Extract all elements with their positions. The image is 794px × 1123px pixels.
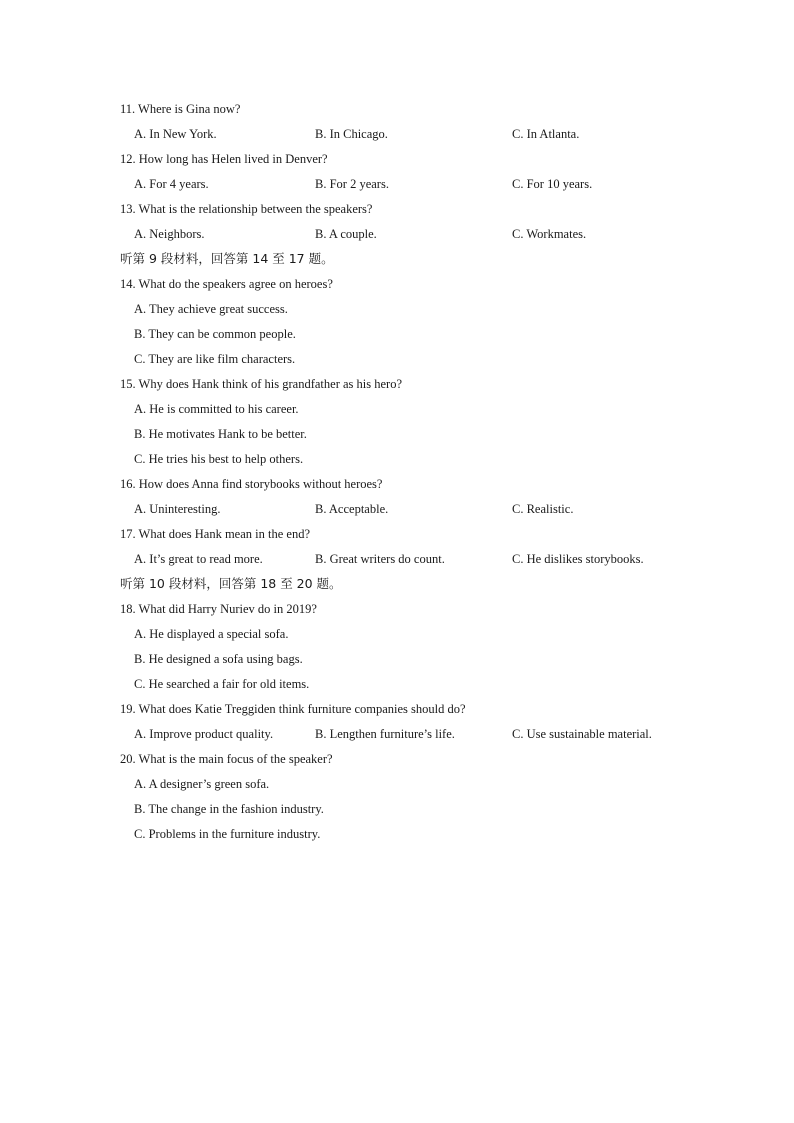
question-text: 13. What is the relationship between the speakers? [120,202,373,216]
option-a: A. He displayed a special sofa. [134,627,289,641]
options-row [0,126,794,151]
option-c: C. Use sustainable material. [512,727,652,741]
option-a: A. They achieve great success. [134,302,288,316]
options-row [0,726,794,751]
option-b: B. He designed a sofa using bags. [134,652,303,666]
question-text: 17. What does Hank mean in the end? [120,527,310,541]
option-row [0,401,794,426]
option-row [0,826,794,851]
option-c: C. He dislikes storybooks. [512,552,644,566]
section-heading-10 [0,576,794,601]
option-row [0,776,794,801]
option-row [0,451,794,476]
question-16 [0,476,794,501]
option-row [0,801,794,826]
question-13 [0,201,794,226]
section-heading-9 [0,251,794,276]
question-text: 14. What do the speakers agree on heroes? [120,277,333,291]
question-19 [0,701,794,726]
option-c: C. In Atlanta. [512,127,580,141]
option-b: B. Acceptable. [315,502,389,516]
question-text: 11. Where is Gina now? [120,102,241,116]
option-a: A. In New York. [134,127,217,141]
option-row [0,326,794,351]
options-row [0,501,794,526]
question-text: 18. What did Harry Nuriev do in 2019? [120,602,317,616]
question-15 [0,376,794,401]
option-b: B. They can be common people. [134,327,296,341]
question-18 [0,601,794,626]
option-c: C. Problems in the furniture industry. [134,827,321,841]
section-instruction: 听第 10 段材料，回答第 18 至 20 题。 [120,576,342,591]
question-12 [0,151,794,176]
section-instruction: 听第 9 段材料，回答第 14 至 17 题。 [120,251,334,266]
option-a: A. A designer’s green sofa. [134,777,270,791]
option-b: B. For 2 years. [315,177,389,191]
question-17 [0,526,794,551]
option-b: B. A couple. [315,227,377,241]
option-a: A. He is committed to his career. [134,402,299,416]
question-11 [0,101,794,126]
option-row [0,301,794,326]
option-a: A. For 4 years. [134,177,209,191]
question-14 [0,276,794,301]
question-text: 15. Why does Hank think of his grandfather as his hero? [120,377,402,391]
option-row [0,426,794,451]
option-c: C. They are like film characters. [134,352,296,366]
options-row [0,551,794,576]
option-b: B. Lengthen furniture’s life. [315,727,455,741]
option-c: C. He searched a fair for old items. [134,677,310,691]
option-c: C. He tries his best to help others. [134,452,304,466]
options-row [0,226,794,251]
option-c: C. Workmates. [512,227,587,241]
option-a: A. It’s great to read more. [134,552,263,566]
option-c: C. Realistic. [512,502,574,516]
option-row [0,651,794,676]
question-text: 16. How does Anna find storybooks without heroes? [120,477,383,491]
option-b: B. Great writers do count. [315,552,445,566]
option-a: A. Neighbors. [134,227,205,241]
option-b: B. The change in the fashion industry. [134,802,324,816]
option-c: C. For 10 years. [512,177,593,191]
question-20 [0,751,794,776]
option-row [0,676,794,701]
option-row [0,626,794,651]
option-a: A. Uninteresting. [134,502,221,516]
option-a: A. Improve product quality. [134,727,274,741]
option-row [0,351,794,376]
question-text: 12. How long has Helen lived in Denver? [120,152,328,166]
question-text: 19. What does Katie Treggiden think furniture companies should do? [120,702,466,716]
option-b: B. He motivates Hank to be better. [134,427,307,441]
option-b: B. In Chicago. [315,127,388,141]
question-text: 20. What is the main focus of the speaker? [120,752,333,766]
options-row [0,176,794,201]
